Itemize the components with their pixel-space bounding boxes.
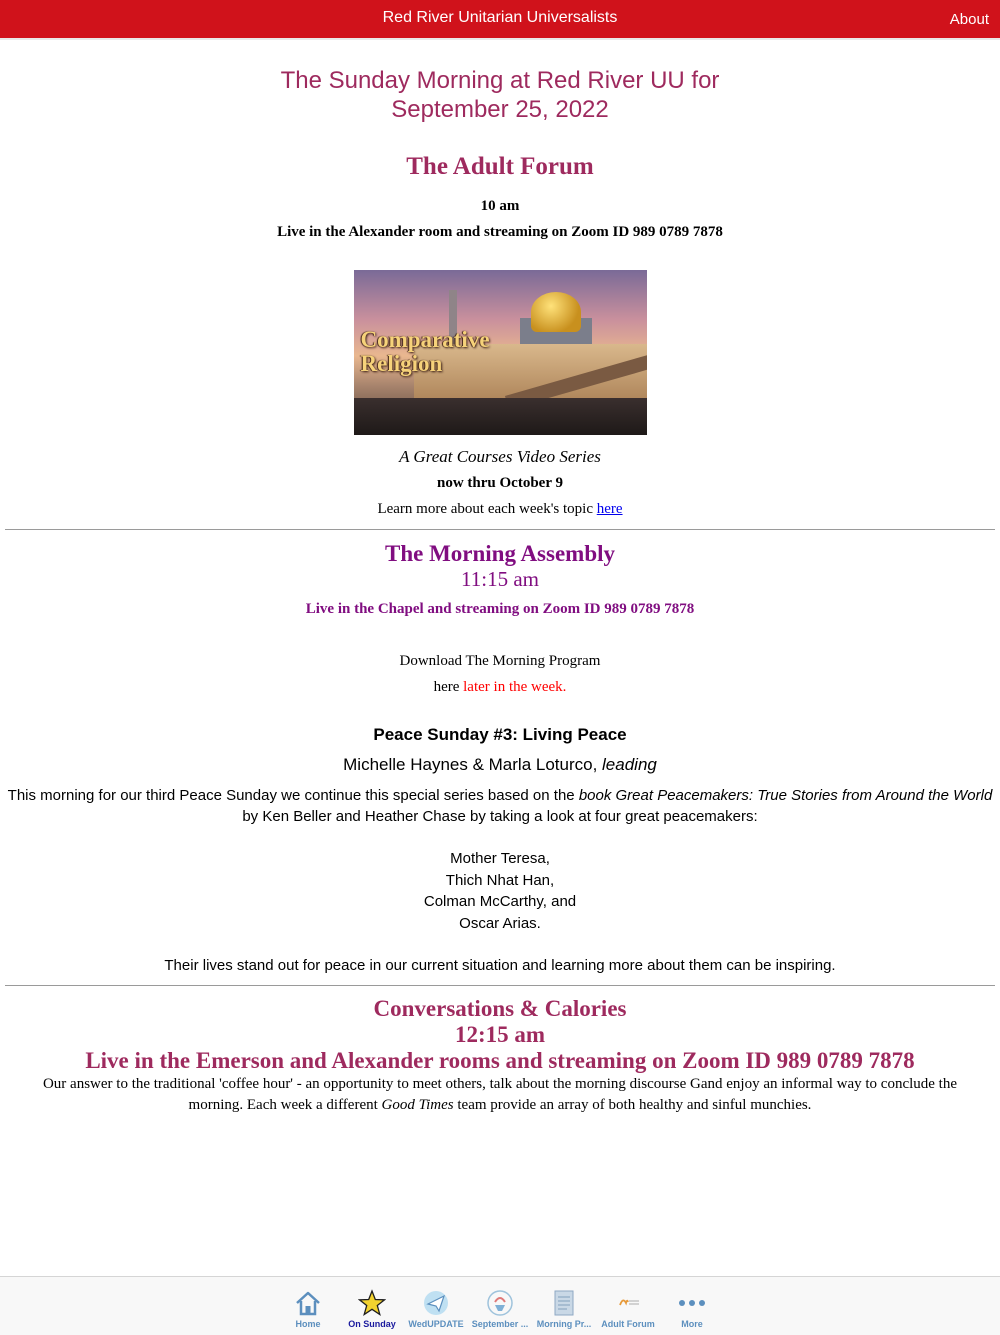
conversations-desc-part1: Our answer to the traditional 'coffee hour' - an opportunity to meet others, talk about the morning discourse Gand enjoy an informal way to conclude the morning. Each week a different: [42, 1076, 958, 1113]
sermon-description: [0, 785, 1000, 827]
sermon-title: Peace Sunday #3: Living Peace: [373, 725, 627, 744]
image-text-line2: Religion: [360, 351, 443, 376]
conversations-location: Live in the Emerson and Alexander rooms and streaming on Zoom ID 989 0789 7878: [85, 1048, 915, 1073]
adult-forum-location: Live in the Alexander room and streaming on Zoom ID 989 0789 7878: [277, 224, 723, 240]
tab-on-sunday[interactable]: [340, 1277, 404, 1335]
peacemaker-item: Colman McCarthy, and: [423, 893, 577, 910]
tab-label: On Sunday: [348, 1319, 396, 1329]
tab-more[interactable]: [660, 1277, 724, 1335]
golden-dome-shape: [531, 292, 581, 332]
adult-forum-time: 10 am: [480, 198, 520, 214]
learn-more-line: [0, 499, 1000, 519]
more-dots-icon: [678, 1289, 706, 1317]
tab-label: More: [681, 1319, 703, 1329]
sermon-leaders: [0, 754, 1000, 776]
tab-label: WedUPDATE: [408, 1319, 464, 1329]
app-title: Red River Unitarian Universalists: [382, 9, 618, 26]
page-title-line1: The Sunday Morning at Red River UU for: [280, 67, 720, 94]
conversations-desc-italic: Good Times: [381, 1097, 454, 1113]
leaders-names: Michelle Haynes & Marla Loturco,: [343, 755, 603, 774]
image-text-line1: Comparative: [360, 327, 490, 352]
tab-september-calendar[interactable]: [468, 1277, 532, 1335]
peacemaker-item: Thich Nhat Han,: [445, 871, 555, 889]
page-content[interactable]: [0, 40, 1000, 1116]
home-icon: [294, 1289, 322, 1317]
section-divider: [5, 529, 995, 530]
comparative-religion-image: [354, 270, 647, 435]
series-dates: now thru October 9: [437, 475, 563, 491]
document-icon: [550, 1289, 578, 1317]
download-later-note: later in the week.: [463, 679, 567, 695]
paper-plane-icon: [422, 1289, 450, 1317]
conversations-desc-part2: team provide an array of both healthy and sinful munchies.: [453, 1097, 812, 1113]
morning-assembly-title: The Morning Assembly: [384, 541, 616, 566]
tab-label: September ...: [471, 1319, 529, 1329]
tab-wedupdate[interactable]: [404, 1277, 468, 1335]
tab-adult-forum[interactable]: [596, 1277, 660, 1335]
section-divider: [5, 985, 995, 986]
peacemaker-item: Oscar Arias.: [459, 914, 541, 932]
adult-forum-title: The Adult Forum: [406, 153, 594, 180]
conversations-title: Conversations & Calories: [373, 996, 627, 1021]
top-navigation-bar: [0, 0, 1000, 38]
description-book-title: book Great Peacemakers: True Stories from Around the World: [578, 787, 993, 804]
conversations-time: 12:15 am: [454, 1022, 546, 1047]
tab-label: Adult Forum: [601, 1319, 655, 1329]
learn-more-text: Learn more about each week's topic: [377, 501, 597, 517]
learn-more-link[interactable]: here: [596, 501, 623, 517]
chalice-icon: [486, 1289, 514, 1317]
download-program-line: [0, 677, 1000, 697]
crowd-shape: [354, 398, 647, 435]
peacemakers-list: [0, 848, 1000, 934]
leaders-role: leading: [602, 755, 657, 774]
star-icon: [358, 1289, 386, 1317]
peacemaker-item: Mother Teresa,: [450, 850, 550, 867]
page-title-line2: September 25, 2022: [391, 96, 609, 123]
bottom-tab-bar: [0, 1276, 1000, 1335]
morning-assembly-time: 11:15 am: [461, 567, 539, 591]
series-label: A Great Courses Video Series: [399, 447, 601, 466]
about-button[interactable]: About: [949, 11, 989, 28]
download-here-text: here: [433, 679, 464, 695]
download-program-text: Download The Morning Program: [399, 653, 601, 669]
description-part1: This morning for our third Peace Sunday we continue this special series based on the: [7, 787, 579, 804]
description-part2: by Ken Beller and Heather Chase by taking a look at four great peacemakers:: [242, 808, 758, 825]
tab-label: Morning Pr...: [536, 1319, 592, 1329]
tab-home[interactable]: [276, 1277, 340, 1335]
conversations-description: [0, 1074, 1000, 1116]
image-caption-text: [361, 328, 490, 376]
morning-assembly-location: Live in the Chapel and streaming on Zoom ID 989 0789 7878: [305, 601, 695, 617]
tab-label: Home: [295, 1319, 321, 1329]
page-title: [0, 66, 1000, 124]
sermon-closing: Their lives stand out for peace in our current situation and learning more about them can be inspiring.: [164, 957, 836, 974]
tab-morning-program[interactable]: [532, 1277, 596, 1335]
great-courses-icon: [614, 1289, 642, 1317]
